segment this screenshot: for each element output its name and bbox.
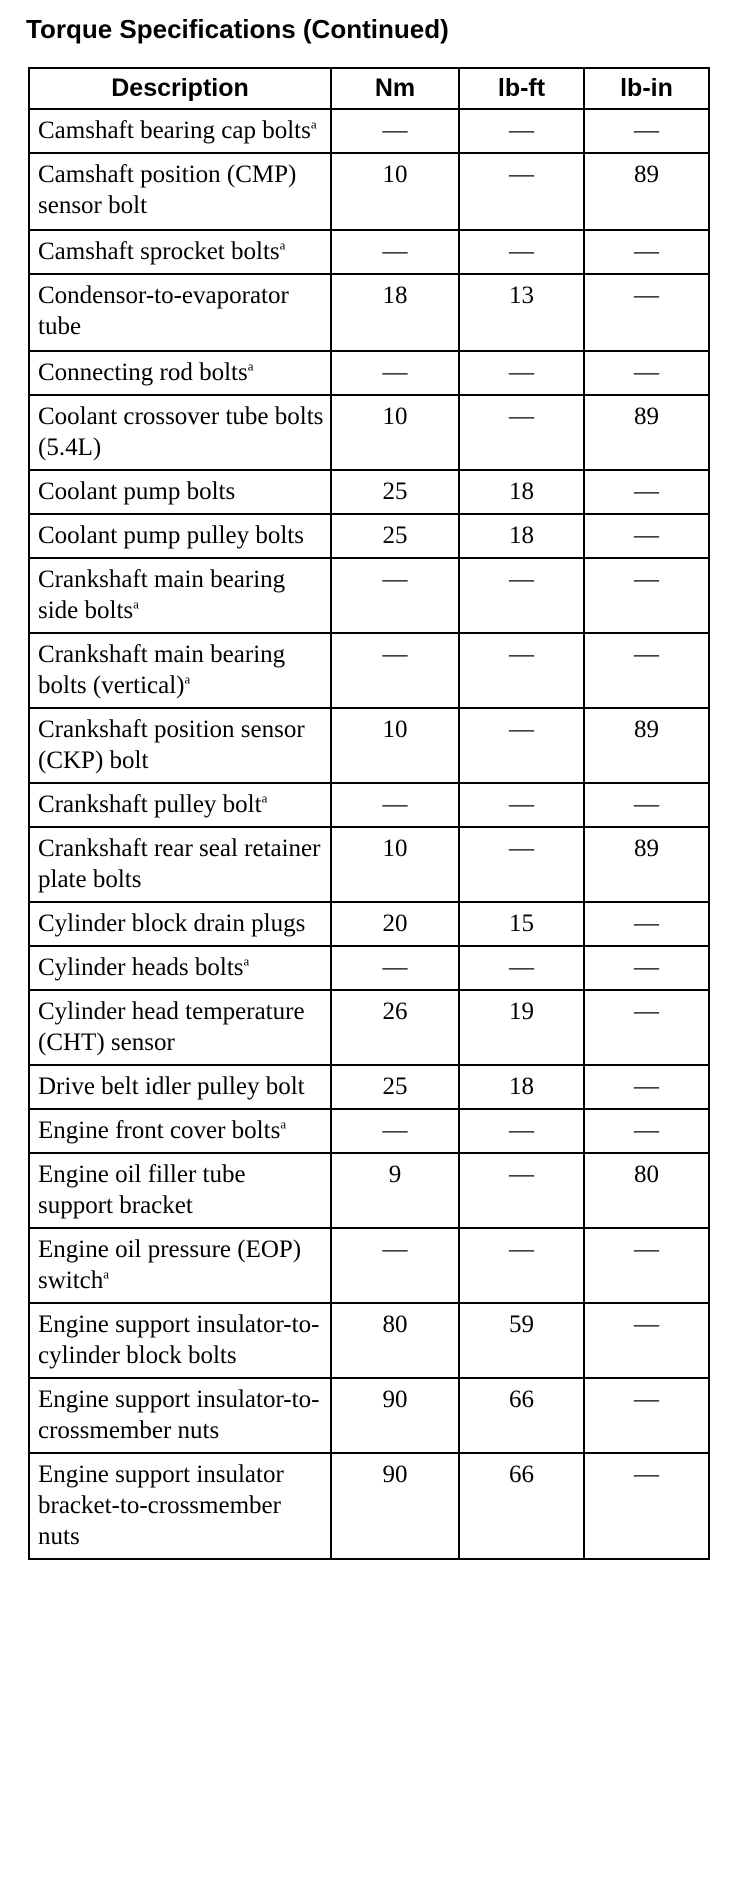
description-cell [29, 558, 331, 633]
description-text: Engine front cover bolts [38, 1117, 281, 1144]
lb-in-value-cell: — [584, 1228, 709, 1303]
lb-in-value-cell: — [584, 514, 709, 558]
nm-value-cell: 10 [331, 153, 459, 230]
description-text: Engine support insulator-to-cylinder block bolts [38, 1311, 320, 1369]
nm-value-cell: 20 [331, 902, 459, 946]
nm-value-cell: — [331, 351, 459, 395]
description-cell [29, 109, 331, 153]
lb-ft-value-cell: 18 [459, 514, 584, 558]
footnote-marker: a [279, 237, 286, 253]
lb-ft-value-cell: 59 [459, 1303, 584, 1378]
table-row [29, 109, 709, 153]
description-text: Cylinder block drain plugs [38, 910, 306, 937]
table-row [29, 1228, 709, 1303]
column-header-lb-ft: lb-ft [459, 68, 584, 109]
description-cell [29, 708, 331, 783]
description-cell [29, 783, 331, 827]
lb-in-value-cell: — [584, 470, 709, 514]
table-row [29, 902, 709, 946]
lb-in-value-cell: — [584, 902, 709, 946]
description-cell [29, 1065, 331, 1109]
nm-value-cell: 10 [331, 395, 459, 470]
description-text: Crankshaft pulley bolt [38, 791, 262, 818]
table-row [29, 470, 709, 514]
nm-value-cell: 80 [331, 1303, 459, 1378]
table-row [29, 708, 709, 783]
description-text: Coolant crossover tube bolts (5.4L) [38, 403, 324, 461]
lb-in-value-cell: 80 [584, 1153, 709, 1228]
nm-value-cell: 18 [331, 274, 459, 351]
table-row [29, 946, 709, 990]
description-cell [29, 514, 331, 558]
lb-ft-value-cell: — [459, 109, 584, 153]
footnote-marker: a [280, 1116, 287, 1132]
nm-value-cell: — [331, 946, 459, 990]
lb-in-value-cell: — [584, 558, 709, 633]
description-cell [29, 351, 331, 395]
lb-ft-value-cell: — [459, 708, 584, 783]
footnote-marker: a [261, 790, 268, 806]
page-title: Torque Specifications (Continued) [26, 14, 449, 44]
lb-ft-value-cell: 66 [459, 1453, 584, 1559]
description-cell [29, 990, 331, 1065]
nm-value-cell: 10 [331, 708, 459, 783]
lb-ft-value-cell: 19 [459, 990, 584, 1065]
nm-value-cell: 25 [331, 1065, 459, 1109]
description-cell [29, 1153, 331, 1228]
description-cell [29, 395, 331, 470]
table-row [29, 274, 709, 351]
lb-ft-value-cell: 15 [459, 902, 584, 946]
description-cell [29, 633, 331, 708]
table-row [29, 1109, 709, 1153]
description-cell [29, 470, 331, 514]
footnote-marker: a [133, 596, 139, 612]
description-text: Camshaft sprocket bolts [38, 238, 280, 265]
nm-value-cell: 90 [331, 1453, 459, 1559]
lb-in-value-cell: — [584, 351, 709, 395]
description-text: Condensor-to-evaporator tube [38, 282, 289, 340]
lb-ft-value-cell: — [459, 1153, 584, 1228]
column-header-lb-in: lb-in [584, 68, 709, 109]
description-cell [29, 1303, 331, 1378]
nm-value-cell: 25 [331, 470, 459, 514]
lb-ft-value-cell: — [459, 633, 584, 708]
table-row [29, 1303, 709, 1378]
description-text: Crankshaft position sensor (CKP) bolt [38, 716, 305, 774]
lb-ft-value-cell: 18 [459, 1065, 584, 1109]
description-text: Connecting rod bolts [38, 359, 248, 386]
table-row [29, 514, 709, 558]
description-cell [29, 1109, 331, 1153]
lb-ft-value-cell: — [459, 351, 584, 395]
description-text: Engine support insulator bracket-to-crossmember nuts [38, 1461, 284, 1550]
nm-value-cell: — [331, 109, 459, 153]
table-row [29, 783, 709, 827]
lb-in-value-cell: — [584, 783, 709, 827]
description-text: Crankshaft main bearing side bolts [38, 566, 286, 624]
table-row [29, 1453, 709, 1559]
table-row [29, 1153, 709, 1228]
description-cell [29, 153, 331, 230]
lb-in-value-cell: — [584, 1453, 709, 1559]
table-row [29, 1378, 709, 1453]
footnote-marker: a [243, 953, 250, 969]
description-text: Engine oil pressure (EOP) switch [38, 1236, 302, 1294]
nm-value-cell: — [331, 230, 459, 274]
lb-in-value-cell: 89 [584, 827, 709, 902]
description-text: Camshaft position (CMP) sensor bolt [38, 161, 297, 219]
nm-value-cell: — [331, 783, 459, 827]
description-cell [29, 1228, 331, 1303]
table-row [29, 351, 709, 395]
description-cell [29, 827, 331, 902]
lb-ft-value-cell: — [459, 153, 584, 230]
lb-in-value-cell: — [584, 1378, 709, 1453]
table-row [29, 230, 709, 274]
table-row [29, 633, 709, 708]
lb-in-value-cell: 89 [584, 153, 709, 230]
lb-ft-value-cell: — [459, 827, 584, 902]
table-row [29, 827, 709, 902]
column-header-nm: Nm [331, 68, 459, 109]
nm-value-cell: 90 [331, 1378, 459, 1453]
lb-ft-value-cell: 66 [459, 1378, 584, 1453]
footnote-marker: a [310, 116, 317, 132]
nm-value-cell: 9 [331, 1153, 459, 1228]
footnote-marker: a [184, 671, 191, 687]
footnote-marker: a [247, 358, 254, 374]
table-body [29, 109, 709, 1559]
table-row [29, 395, 709, 470]
description-cell [29, 1378, 331, 1453]
lb-in-value-cell: — [584, 1065, 709, 1109]
torque-spec-table [28, 67, 710, 1560]
nm-value-cell: 10 [331, 827, 459, 902]
description-cell [29, 946, 331, 990]
lb-ft-value-cell: — [459, 558, 584, 633]
nm-value-cell: 25 [331, 514, 459, 558]
lb-ft-value-cell: — [459, 946, 584, 990]
lb-ft-value-cell: — [459, 1109, 584, 1153]
lb-in-value-cell: — [584, 990, 709, 1065]
description-cell [29, 230, 331, 274]
lb-ft-value-cell: — [459, 230, 584, 274]
description-text: Coolant pump pulley bolts [38, 522, 304, 549]
description-cell [29, 1453, 331, 1559]
lb-in-value-cell: — [584, 1303, 709, 1378]
description-cell [29, 902, 331, 946]
description-text: Engine oil filler tube support bracket [38, 1161, 246, 1219]
footnote-marker: a [103, 1266, 110, 1282]
description-text: Drive belt idler pulley bolt [38, 1073, 305, 1100]
lb-in-value-cell: — [584, 1109, 709, 1153]
lb-in-value-cell: — [584, 946, 709, 990]
nm-value-cell: — [331, 1109, 459, 1153]
lb-in-value-cell: — [584, 274, 709, 351]
nm-value-cell: — [331, 558, 459, 633]
lb-in-value-cell: — [584, 109, 709, 153]
description-text: Coolant pump bolts [38, 478, 236, 505]
lb-in-value-cell: 89 [584, 708, 709, 783]
description-text: Crankshaft rear seal retainer plate bolts [38, 835, 321, 893]
nm-value-cell: — [331, 633, 459, 708]
lb-ft-value-cell: — [459, 395, 584, 470]
lb-ft-value-cell: 18 [459, 470, 584, 514]
lb-ft-value-cell: 13 [459, 274, 584, 351]
table-row [29, 1065, 709, 1109]
description-cell [29, 274, 331, 351]
table-header-row [29, 68, 709, 109]
lb-ft-value-cell: — [459, 1228, 584, 1303]
table-row [29, 558, 709, 633]
description-text: Crankshaft main bearing bolts (vertical) [38, 641, 286, 699]
lb-in-value-cell: — [584, 230, 709, 274]
lb-ft-value-cell: — [459, 783, 584, 827]
table-row [29, 990, 709, 1065]
description-text: Engine support insulator-to-crossmember nuts [38, 1386, 320, 1444]
lb-in-value-cell: — [584, 633, 709, 708]
nm-value-cell: 26 [331, 990, 459, 1065]
description-text: Cylinder heads bolts [38, 954, 244, 981]
description-text: Camshaft bearing cap bolts [38, 117, 311, 144]
lb-in-value-cell: 89 [584, 395, 709, 470]
nm-value-cell: — [331, 1228, 459, 1303]
description-text: Cylinder head temperature (CHT) sensor [38, 998, 305, 1056]
column-header-description: Description [29, 68, 331, 109]
table-row [29, 153, 709, 230]
